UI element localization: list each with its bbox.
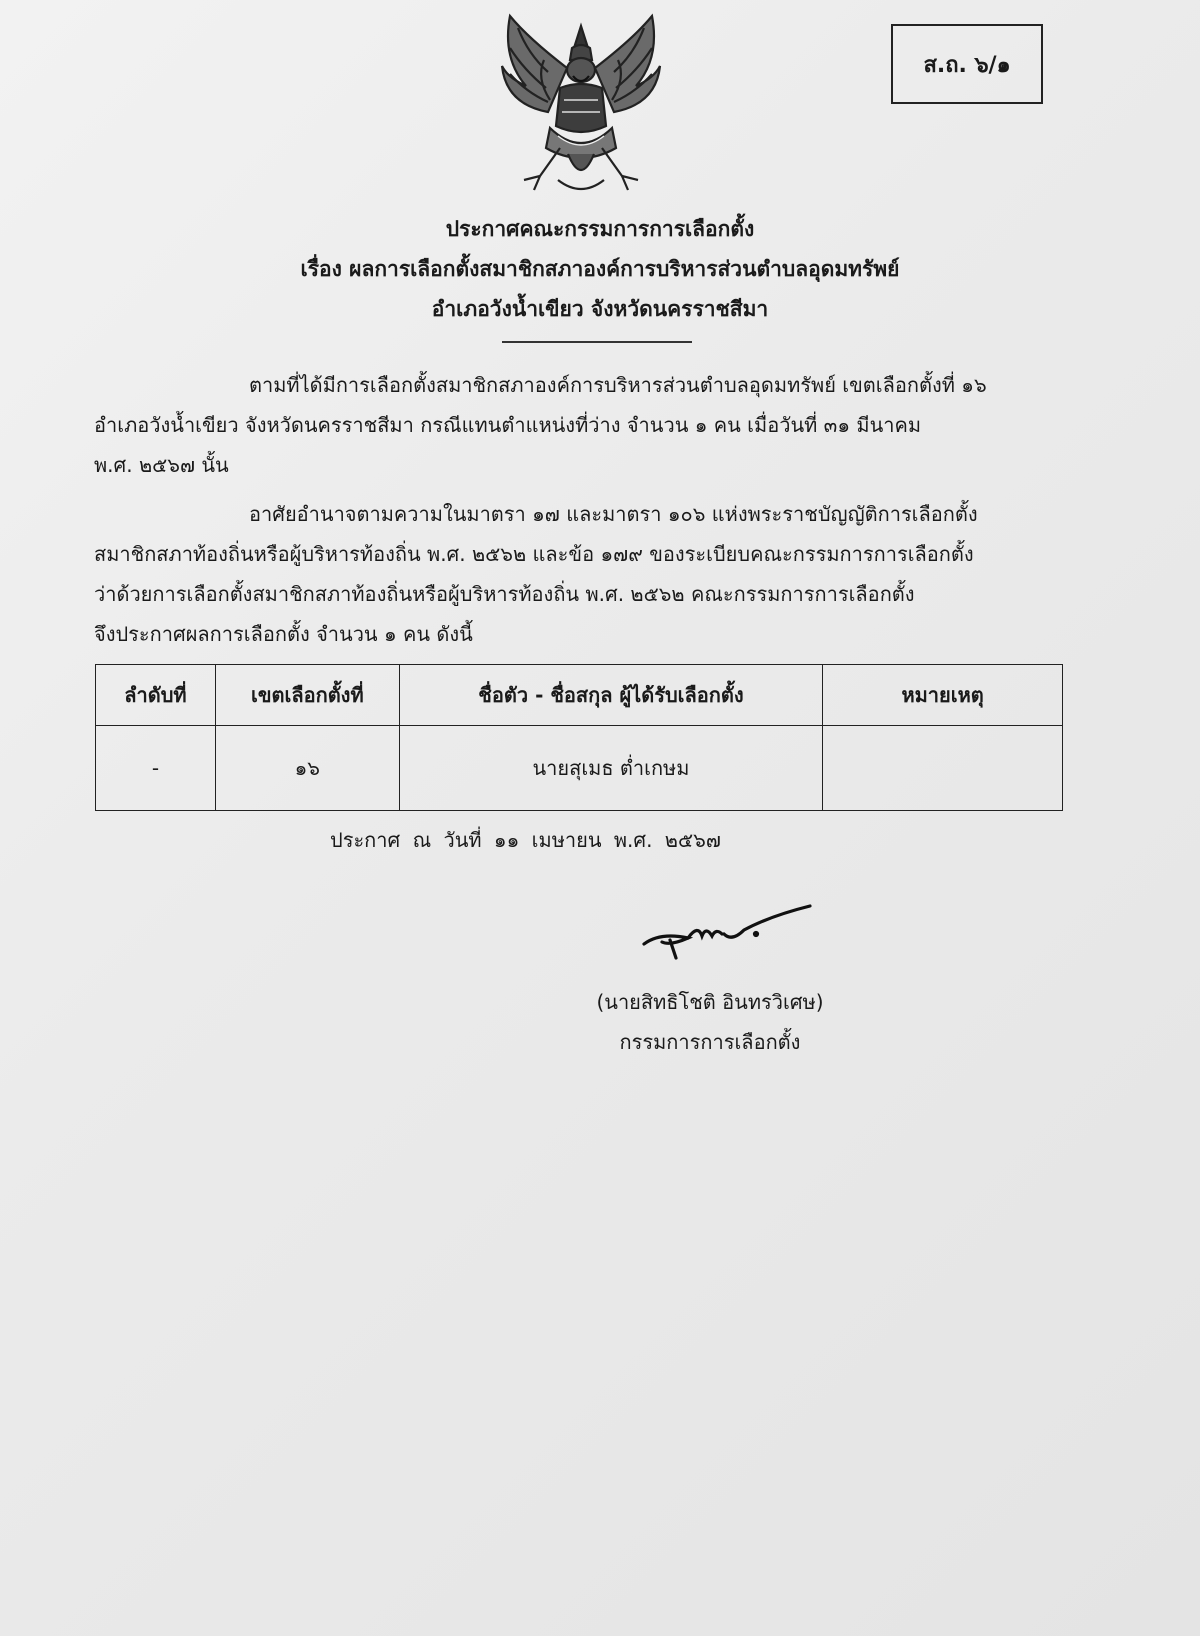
cell-note [823, 726, 1063, 811]
paragraph-line: อาศัยอำนาจตามความในมาตรา ๑๗ และมาตรา ๑๐๖ แห่งพระราชบัญญัติการเลือกตั้ง [249, 502, 978, 526]
header-district: เขตเลือกตั้งที่ [215, 665, 399, 726]
announcement-date: ประกาศ ณ วันที่ ๑๑ เมษายน พ.ศ. ๒๕๖๗ [330, 828, 721, 852]
header-name: ชื่อตัว - ชื่อสกุล ผู้ได้รับเลือกตั้ง [399, 665, 822, 726]
cell-district: ๑๖ [215, 726, 399, 811]
paragraph-authority [94, 494, 1064, 654]
header-order: ลำดับที่ [96, 665, 216, 726]
cell-order: - [96, 726, 216, 811]
header-note: หมายเหตุ [823, 665, 1063, 726]
paragraph-line: ตามที่ได้มีการเลือกตั้งสมาชิกสภาองค์การบริหารส่วนตำบลอุดมทรัพย์ เขตเลือกตั้งที่ ๑๖ [249, 373, 987, 397]
results-table [95, 664, 1063, 811]
signer-name: (นายสิทธิโชติ อินทรวิเศษ) [596, 990, 824, 1014]
announcement-subject: เรื่อง ผลการเลือกตั้งสมาชิกสภาองค์การบริหารส่วนตำบลอุดมทรัพย์ [300, 257, 900, 281]
paragraph-line: อำเภอวังน้ำเขียว จังหวัดนครราชสีมา กรณีแทนตำแหน่งที่ว่าง จำนวน ๑ คน เมื่อวันที่ ๓๑ มีนาคม [94, 413, 922, 437]
heading-divider [502, 341, 692, 343]
garuda-emblem-icon [488, 8, 674, 202]
announcement-title: ประกาศคณะกรรมการการเลือกตั้ง [445, 217, 755, 241]
paragraph-line: สมาชิกสภาท้องถิ่นหรือผู้บริหารท้องถิ่น พ.ศ. ๒๕๖๒ และข้อ ๑๗๙ ของระเบียบคณะกรรมการการเลือกตั้ง [94, 542, 974, 566]
form-code-box [891, 24, 1043, 104]
paragraph-line: พ.ศ. ๒๕๖๗ นั้น [94, 453, 229, 477]
cell-name: นายสุเมธ ต่ำเกษม [399, 726, 822, 811]
paragraph-background [94, 365, 1064, 485]
announcement-location: อำเภอวังน้ำเขียว จังหวัดนครราชสีมา [431, 297, 769, 321]
signer-title: กรรมการการเลือกตั้ง [619, 1030, 801, 1054]
paragraph-line: ว่าด้วยการเลือกตั้งสมาชิกสภาท้องถิ่นหรือผู้บริหารท้องถิ่น พ.ศ. ๒๕๖๒ คณะกรรมการการเลือกตั้ง [94, 582, 915, 606]
signature-icon [640, 902, 820, 962]
table-row [96, 726, 1063, 811]
form-code: ส.ถ. ๖/๑ [923, 52, 1011, 78]
paragraph-line: จึงประกาศผลการเลือกตั้ง จำนวน ๑ คน ดังนี้ [94, 622, 473, 646]
table-header-row [96, 665, 1063, 726]
